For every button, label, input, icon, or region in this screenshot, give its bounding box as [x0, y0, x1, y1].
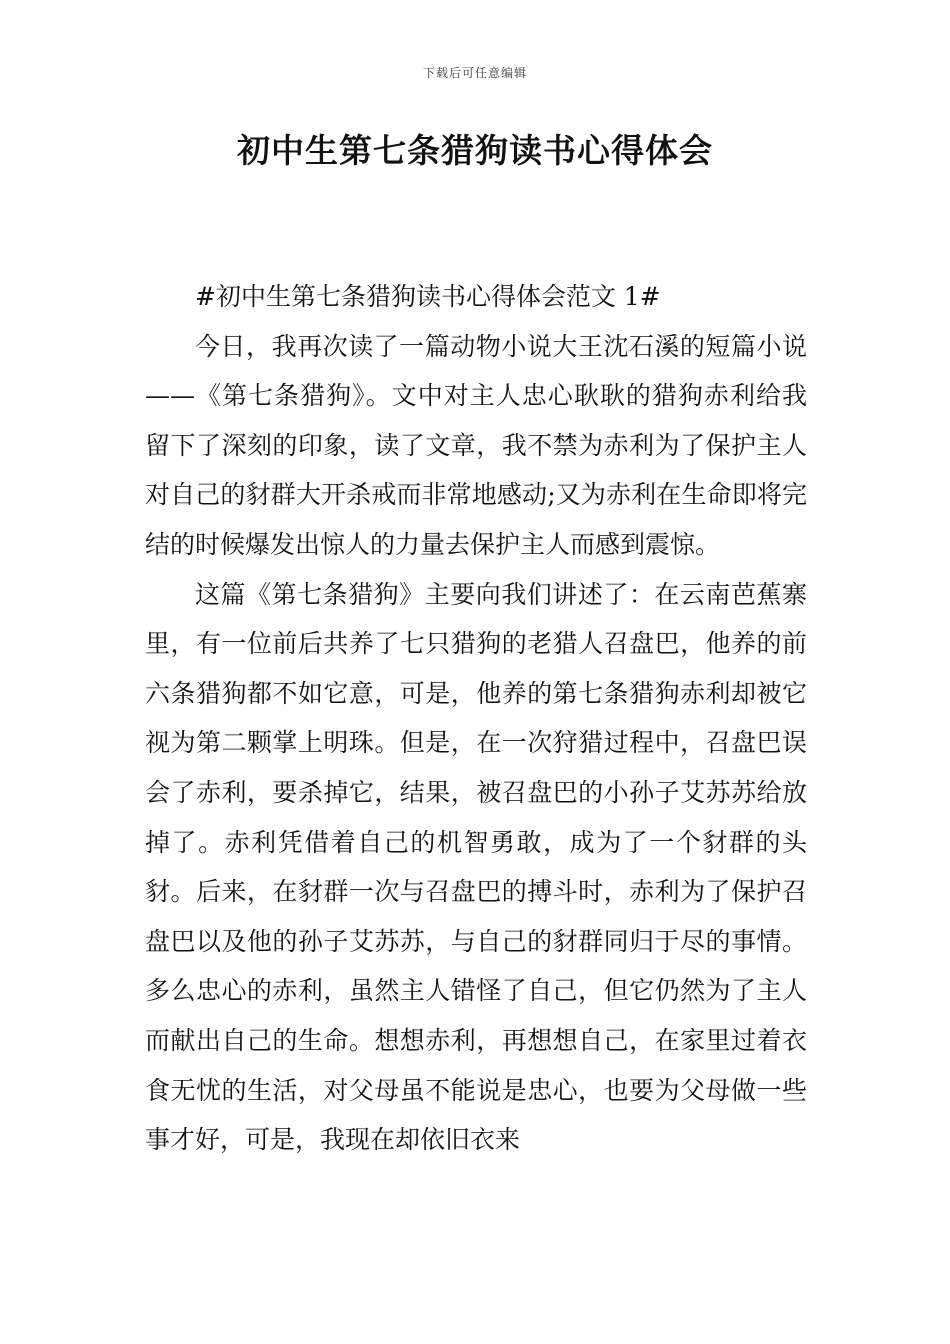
document-body [145, 272, 807, 1165]
paragraph-1: 今日，我再次读了一篇动物小说大王沈石溪的短篇小说——《第七条猎狗》。文中对主人忠心耿耿的猎狗赤利给我留下了深刻的印象，读了文章，我不禁为赤利为了保护主人对自己的豺群大开杀戒而非常地感动;又为赤利在生命即将完结的时候爆发出惊人的力量去保护主人而感到震惊。 [145, 331, 807, 559]
section-heading: #初中生第七条猎狗读书心得体会范文 1# [195, 282, 661, 311]
paragraph-2: 这篇《第七条猎狗》主要向我们讲述了：在云南芭蕉寨里，有一位前后共养了七只猎狗的老猎人召盘巴，他养的前六条猎狗都不如它意，可是，他养的第七条猎狗赤利却被它视为第二颗掌上明珠。但是，在一次狩猎过程中，召盘巴误会了赤利，要杀掉它，结果，被召盘巴的小孙子艾苏苏给放掉了。赤利凭借着自己的机智勇敢，成为了一个豺群的头豺。后来，在豺群一次与召盘巴的搏斗时，赤利为了保护召盘巴以及他的孙子艾苏苏，与自己的豺群同归于尽的事情。多么忠心的赤利，虽然主人错怪了自己，但它仍然为了主人而献出自己的生命。想想赤利，再想想自己，在家里过着衣食无忧的生活，对父母虽不能说是忠心，也要为父母做一些事才好，可是，我现在却依旧衣来 [145, 579, 807, 1155]
header-note: 下载后可任意编辑 [422, 66, 527, 80]
document-title: 初中生第七条猎狗读书心得体会 [237, 131, 713, 170]
